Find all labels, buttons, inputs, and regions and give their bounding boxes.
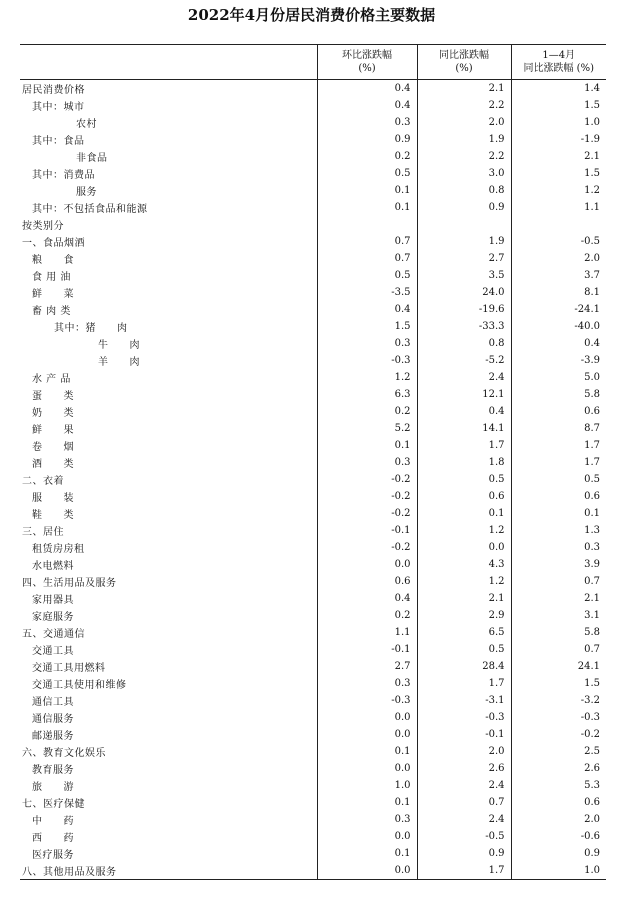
row-mom-value: -0.2 [317,488,417,505]
row-yoy-value: 2.4 [417,811,511,828]
row-label: 鲜 果 [32,425,74,436]
row-mom-value: 0.3 [317,811,417,828]
row-yoy-value: 2.9 [417,607,511,624]
row-label: 卷 烟 [32,442,74,453]
row-ytd-value: 1.5 [511,165,606,182]
row-ytd-value: 1.1 [511,199,606,216]
table-row [20,216,606,233]
row-label: 其中：食品 [32,136,85,147]
header-yoy: 同比涨跌幅 (%) [417,45,511,80]
table-row [20,709,606,726]
row-ytd-value: 0.9 [511,845,606,862]
table-row [20,811,606,828]
row-yoy-value: 0.9 [417,845,511,862]
row-yoy-value: 1.8 [417,454,511,471]
row-ytd-value: 5.0 [511,369,606,386]
row-yoy-value: 2.6 [417,760,511,777]
table-row [20,250,606,267]
table-row [20,845,606,862]
row-ytd-value: 0.4 [511,335,606,352]
row-yoy-value: 2.0 [417,743,511,760]
row-yoy-value [417,216,511,233]
row-mom-value: -0.3 [317,352,417,369]
row-mom-value: 0.4 [317,80,417,98]
row-yoy-value: 2.2 [417,97,511,114]
row-mom-value: 0.4 [317,590,417,607]
row-mom-value: 0.7 [317,233,417,250]
table-row [20,284,606,301]
row-ytd-value: -24.1 [511,301,606,318]
row-mom-value: 0.4 [317,301,417,318]
row-label: 一、食品烟酒 [22,238,85,249]
row-mom-value: 0.7 [317,250,417,267]
page-title: 2022年4月份居民消费价格主要数据 [187,6,436,24]
row-ytd-value: 1.2 [511,182,606,199]
table-row [20,488,606,505]
row-label: 居民消费价格 [22,85,85,96]
row-yoy-value: 2.7 [417,250,511,267]
table-row [20,420,606,437]
row-label: 鲜 菜 [32,289,74,300]
row-label: 旅 游 [32,782,74,793]
row-ytd-value: -3.9 [511,352,606,369]
row-label: 家用器具 [32,595,74,606]
table-row [20,726,606,743]
row-ytd-value: 2.6 [511,760,606,777]
row-ytd-value: 3.7 [511,267,606,284]
row-ytd-value: -1.9 [511,131,606,148]
header-ytd: 1—4月 同比涨跌幅 (%) [511,45,606,80]
row-label: 非食品 [76,153,108,164]
row-ytd-value: 2.0 [511,811,606,828]
row-ytd-value: 0.5 [511,471,606,488]
row-label: 水 产 品 [32,374,71,385]
table-row [20,97,606,114]
table-row [20,471,606,488]
row-ytd-value: 1.7 [511,454,606,471]
row-yoy-value: 1.7 [417,862,511,880]
table-row [20,335,606,352]
row-label: 食 用 油 [32,272,71,283]
row-label: 按类别分 [22,221,64,232]
table-row [20,505,606,522]
table-row [20,318,606,335]
row-label: 交通工具 [32,646,74,657]
row-mom-value: 0.2 [317,403,417,420]
row-ytd-value: -3.2 [511,692,606,709]
row-label: 酒 类 [32,459,74,470]
row-ytd-value: 1.0 [511,114,606,131]
row-mom-value: 0.1 [317,182,417,199]
row-label: 三、居住 [22,527,64,538]
row-mom-value: 1.5 [317,318,417,335]
row-label: 六、教育文化娱乐 [22,748,106,759]
row-label: 四、生活用品及服务 [22,578,117,589]
row-mom-value: 0.0 [317,828,417,845]
row-mom-value: 0.3 [317,114,417,131]
row-ytd-value: 5.3 [511,777,606,794]
row-yoy-value: -33.3 [417,318,511,335]
row-mom-value: 0.0 [317,760,417,777]
row-ytd-value: 5.8 [511,624,606,641]
row-mom-value: 2.7 [317,658,417,675]
row-mom-value: 0.6 [317,573,417,590]
row-yoy-value: 0.0 [417,539,511,556]
table-row [20,386,606,403]
row-mom-value: 0.5 [317,165,417,182]
row-mom-value: 0.3 [317,454,417,471]
row-ytd-value: 8.1 [511,284,606,301]
row-ytd-value: 0.6 [511,488,606,505]
row-ytd-value: 1.3 [511,522,606,539]
cpi-table [20,44,606,880]
row-label: 教育服务 [32,765,74,776]
row-ytd-value: -0.3 [511,709,606,726]
row-yoy-value: 0.7 [417,794,511,811]
row-label: 服务 [76,187,97,198]
row-mom-value: 0.1 [317,199,417,216]
table-row [20,182,606,199]
table-row [20,165,606,182]
row-mom-value: 0.3 [317,335,417,352]
row-label: 五、交通通信 [22,629,85,640]
row-mom-value: 0.0 [317,556,417,573]
table-row [20,148,606,165]
row-mom-value: 5.2 [317,420,417,437]
row-ytd-value [511,216,606,233]
row-yoy-value: -5.2 [417,352,511,369]
table-row [20,539,606,556]
row-label: 交通工具用燃料 [32,663,106,674]
table-row [20,131,606,148]
row-mom-value: 6.3 [317,386,417,403]
table-row [20,369,606,386]
row-label: 通信服务 [32,714,74,725]
row-yoy-value: 0.4 [417,403,511,420]
row-mom-value: -0.2 [317,505,417,522]
row-yoy-value: -0.5 [417,828,511,845]
table-row [20,590,606,607]
row-label: 八、其他用品及服务 [20,862,317,880]
row-ytd-value: 5.8 [511,386,606,403]
row-ytd-value: 2.1 [511,148,606,165]
table-row [20,301,606,318]
row-mom-value: -0.2 [317,539,417,556]
row-label: 鞋 类 [32,510,74,521]
row-ytd-value: 0.7 [511,641,606,658]
row-label: 其中：猪 肉 [54,323,128,334]
row-yoy-value: -0.1 [417,726,511,743]
table-row [20,437,606,454]
table-row [20,760,606,777]
row-mom-value [317,216,417,233]
row-label: 七、医疗保健 [22,799,85,810]
row-label: 服 装 [32,493,74,504]
table-row [20,641,606,658]
table-row [20,794,606,811]
row-mom-value: 0.2 [317,607,417,624]
row-ytd-value: 0.1 [511,505,606,522]
row-mom-value: -3.5 [317,284,417,301]
table-row [20,556,606,573]
row-yoy-value: 1.2 [417,573,511,590]
row-label: 二、衣着 [22,476,64,487]
row-ytd-value: 3.9 [511,556,606,573]
row-ytd-value: 2.1 [511,590,606,607]
header-mom: 环比涨跌幅 (%) [317,45,417,80]
row-yoy-value: 2.1 [417,80,511,98]
table-row [20,828,606,845]
row-yoy-value: 1.2 [417,522,511,539]
row-ytd-value: 1.0 [511,862,606,880]
table-row [20,777,606,794]
table-row [20,352,606,369]
table-row [20,267,606,284]
row-ytd-value: 1.5 [511,97,606,114]
row-yoy-value: 4.3 [417,556,511,573]
row-yoy-value: 0.5 [417,471,511,488]
row-ytd-value: 0.6 [511,794,606,811]
row-label: 医疗服务 [32,850,74,861]
row-label: 农村 [76,119,97,130]
row-yoy-value: 3.5 [417,267,511,284]
row-mom-value: 0.1 [317,437,417,454]
row-yoy-value: 3.0 [417,165,511,182]
table-row [20,675,606,692]
row-mom-value: 0.2 [317,148,417,165]
row-yoy-value: 1.7 [417,437,511,454]
table-row [20,80,606,98]
row-mom-value: 1.1 [317,624,417,641]
row-yoy-value: 0.8 [417,335,511,352]
row-label: 邮递服务 [32,731,74,742]
row-ytd-value: 3.1 [511,607,606,624]
row-mom-value: 0.4 [317,97,417,114]
row-label: 租赁房房租 [32,544,85,555]
row-yoy-value: 0.1 [417,505,511,522]
row-label: 其中：消费品 [32,170,95,181]
table-body [20,80,606,880]
row-yoy-value: 0.6 [417,488,511,505]
row-mom-value: 0.1 [317,743,417,760]
row-ytd-value: 1.5 [511,675,606,692]
row-yoy-value: 1.7 [417,675,511,692]
table-row [20,454,606,471]
row-ytd-value: 2.5 [511,743,606,760]
row-yoy-value: 0.9 [417,199,511,216]
row-label: 畜 肉 类 [32,306,71,317]
row-mom-value: 0.0 [317,862,417,880]
row-yoy-value: 12.1 [417,386,511,403]
table-row [20,658,606,675]
row-ytd-value: 1.7 [511,437,606,454]
table-row [20,522,606,539]
table-row [20,114,606,131]
table-row [20,692,606,709]
row-mom-value: 0.3 [317,675,417,692]
row-label: 牛 肉 [98,340,140,351]
row-mom-value: 0.0 [317,709,417,726]
row-yoy-value: -3.1 [417,692,511,709]
table-row [20,607,606,624]
table-row [20,233,606,250]
row-yoy-value: 0.5 [417,641,511,658]
table-row [20,743,606,760]
row-yoy-value: 1.9 [417,233,511,250]
row-mom-value: 0.1 [317,794,417,811]
row-label: 其中：不包括食品和能源 [32,204,148,215]
row-label: 粮 食 [32,255,74,266]
row-yoy-value: -19.6 [417,301,511,318]
header-item [20,45,317,80]
row-ytd-value: 0.7 [511,573,606,590]
row-label: 西 药 [32,833,74,844]
row-ytd-value: 0.6 [511,403,606,420]
row-mom-value: -0.1 [317,522,417,539]
row-mom-value: -0.2 [317,471,417,488]
row-ytd-value: 1.4 [511,80,606,98]
row-label: 蛋 类 [32,391,74,402]
table-row [20,573,606,590]
row-label: 其中：城市 [32,102,85,113]
row-yoy-value: 2.4 [417,777,511,794]
row-label: 交通工具使用和维修 [32,680,127,691]
row-ytd-value: 8.7 [511,420,606,437]
row-yoy-value: 24.0 [417,284,511,301]
row-ytd-value: -40.0 [511,318,606,335]
row-label: 奶 类 [32,408,74,419]
row-label: 羊 肉 [98,357,140,368]
row-mom-value: 0.5 [317,267,417,284]
row-mom-value: 0.1 [317,845,417,862]
row-ytd-value: 24.1 [511,658,606,675]
table-row [20,862,606,880]
row-yoy-value: 2.4 [417,369,511,386]
row-yoy-value: 14.1 [417,420,511,437]
row-ytd-value: -0.5 [511,233,606,250]
row-yoy-value: 1.9 [417,131,511,148]
table-row [20,199,606,216]
table-row [20,403,606,420]
row-label: 通信工具 [32,697,74,708]
row-mom-value: 0.0 [317,726,417,743]
table-header-row [20,45,606,80]
row-mom-value: -0.1 [317,641,417,658]
row-yoy-value: -0.3 [417,709,511,726]
row-ytd-value: -0.6 [511,828,606,845]
table-row [20,624,606,641]
row-mom-value: -0.3 [317,692,417,709]
row-ytd-value: -0.2 [511,726,606,743]
row-yoy-value: 2.0 [417,114,511,131]
row-yoy-value: 28.4 [417,658,511,675]
row-yoy-value: 0.8 [417,182,511,199]
row-ytd-value: 2.0 [511,250,606,267]
row-yoy-value: 2.2 [417,148,511,165]
row-yoy-value: 6.5 [417,624,511,641]
row-yoy-value: 2.1 [417,590,511,607]
row-mom-value: 1.2 [317,369,417,386]
row-mom-value: 1.0 [317,777,417,794]
row-ytd-value: 0.3 [511,539,606,556]
row-mom-value: 0.9 [317,131,417,148]
row-label: 家庭服务 [32,612,74,623]
row-label: 水电燃料 [32,561,74,572]
row-label: 中 药 [32,816,74,827]
